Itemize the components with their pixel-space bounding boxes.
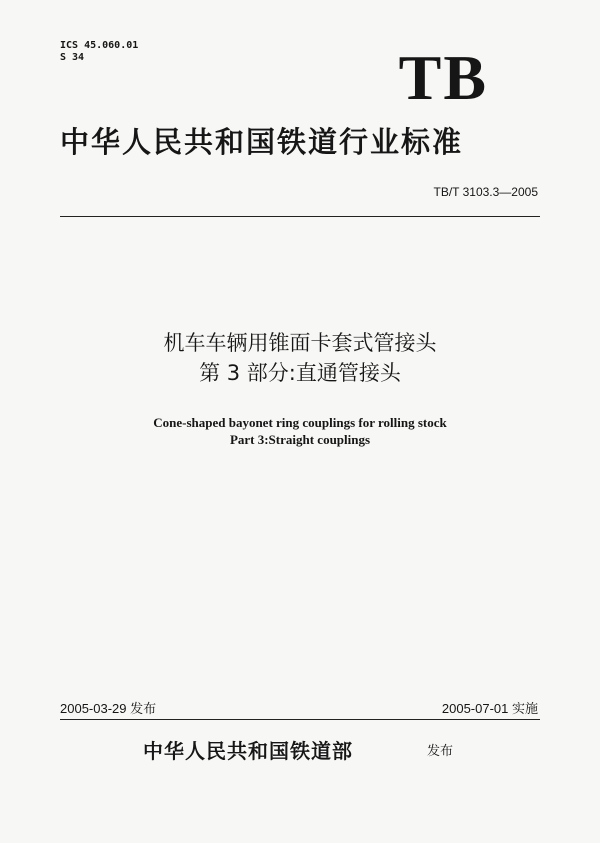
footer-divider	[60, 719, 540, 720]
issue-date: 2005-03-29 发布	[60, 701, 157, 716]
standard-title: 中华人民共和国铁道行业标准	[60, 125, 464, 159]
issuing-authority: 中华人民共和国铁道部	[143, 739, 353, 763]
ics-code: ICS 45.060.01	[60, 40, 139, 51]
classification-code: S 34	[60, 52, 85, 63]
document-title-cn-line2: 第 3 部分:直通管接头	[199, 361, 401, 385]
document-title-cn-line1: 机车车辆用锥面卡套式管接头	[163, 331, 437, 355]
header-divider	[60, 216, 540, 217]
implementation-date: 2005-07-01 实施	[441, 701, 538, 716]
document-title-en-line1: Cone-shaped bayonet ring couplings for rolling stock	[153, 415, 447, 430]
tb-logo: TB	[398, 42, 488, 113]
issuer-suffix: 发布	[427, 744, 454, 759]
standard-number: TB/T 3103.3—2005	[433, 185, 538, 199]
document-title-en-line2: Part 3:Straight couplings	[229, 432, 371, 447]
